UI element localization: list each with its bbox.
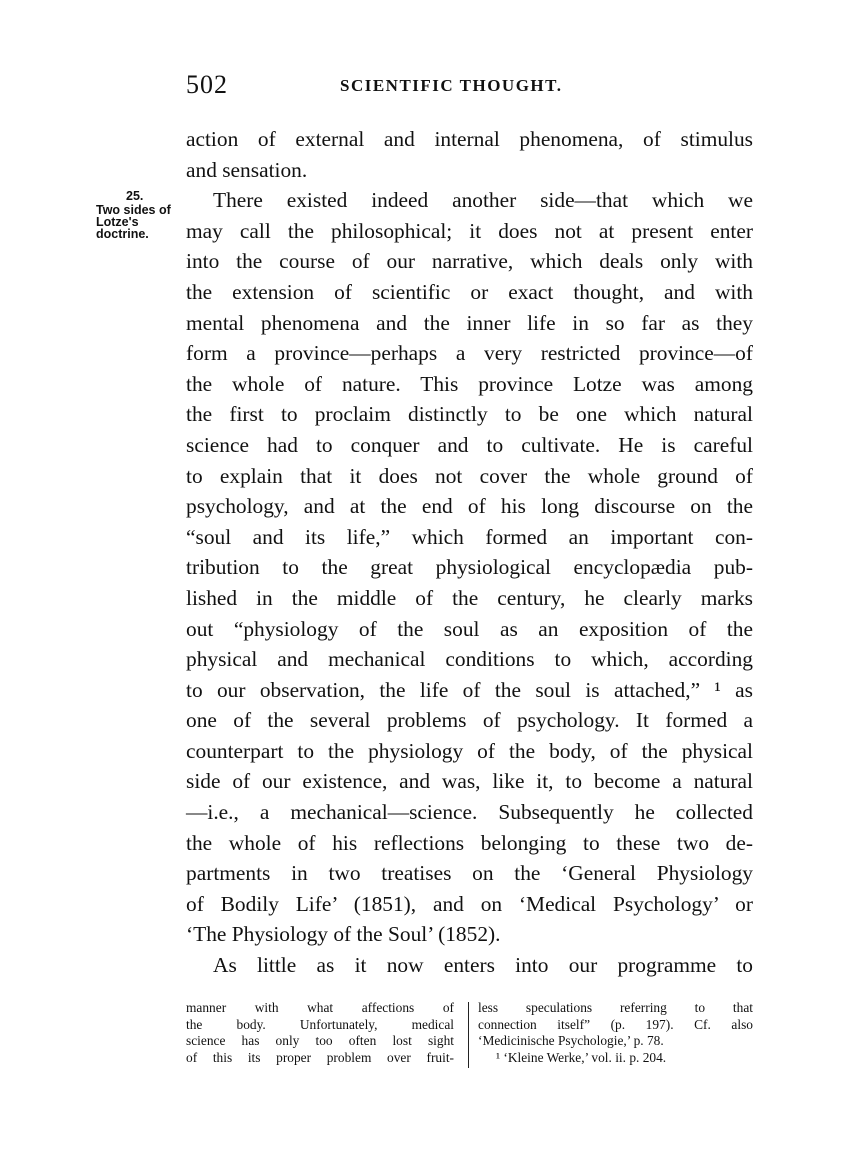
column-divider — [468, 1002, 469, 1068]
running-title: SCIENTIFIC THOUGHT. — [340, 76, 563, 95]
text-line: the whole of his reflections belonging to these two de- — [186, 830, 753, 855]
text-line: psychology, and at the end of his long discourse on the — [186, 494, 753, 519]
margin-note-line: doctrine. — [96, 227, 149, 241]
footnote-line: connection itself” (p. 197). Cf. also — [478, 1016, 753, 1032]
margin-note — [96, 190, 186, 240]
text-line: of Bodily Life’ (1851), and on ‘Medical Psychology’ or — [186, 891, 753, 916]
footnote-line: ‘Medicinische Psychologie,’ p. 78. — [478, 1033, 664, 1048]
text-line: lished in the middle of the century, he clearly marks — [186, 585, 753, 610]
text-line: counterpart to the physiology of the body, of the physical — [186, 738, 753, 763]
paragraph-start-line: There existed indeed another side—that which we — [213, 188, 753, 213]
margin-note-line: Two sides of — [96, 203, 171, 217]
text-line: partments in two treatises on the ‘General Physiology — [186, 861, 753, 886]
text-line: the extension of scientific or exact thought, and with — [186, 279, 753, 304]
text-line: form a province—perhaps a very restricted province—of — [186, 341, 753, 366]
text-line: tribution to the great physiological encyclopædia pub- — [186, 555, 753, 580]
text-line: —i.e., a mechanical—science. Subsequently he collected — [186, 800, 753, 825]
text-line: science had to conquer and to cultivate. He is careful — [186, 432, 753, 457]
text-line: “soul and its life,” which formed an important con- — [186, 524, 753, 549]
footnote-right-column — [478, 1000, 753, 1066]
section-number: 25. — [126, 189, 144, 203]
text-line: the whole of nature. This province Lotze was among — [186, 371, 753, 396]
margin-note-line: Lotze's — [96, 215, 139, 229]
text-line: physical and mechanical conditions to which, according — [186, 647, 753, 672]
footnote-left-column — [186, 1000, 454, 1066]
footnote-line: manner with what affections of — [186, 1000, 454, 1015]
footnote-1: ¹ ‘Kleine Werke,’ vol. ii. p. 204. — [496, 1049, 667, 1065]
text-line: action of external and internal phenomena, of stimulus — [186, 127, 753, 151]
body-text — [186, 124, 753, 981]
text-line: side of our existence, and was, like it, to become a natural — [186, 769, 753, 794]
footnote-line: less speculations referring to that — [478, 1000, 753, 1015]
text-line: to explain that it does not cover the whole ground of — [186, 463, 753, 488]
paragraph-start-line: As little as it now enters into our programme to — [213, 953, 753, 978]
text-line: into the course of our narrative, which deals only with — [186, 249, 753, 274]
text-line: and sensation. — [186, 157, 308, 182]
text-line: to our observation, the life of the soul is attached,” ¹ as — [186, 677, 753, 702]
footnote-line: the body. Unfortunately, medical — [186, 1016, 454, 1032]
text-line: the first to proclaim distinctly to be one which natural — [186, 402, 753, 427]
text-line: ‘The Physiology of the Soul’ (1852). — [186, 922, 501, 947]
text-line: mental phenomena and the inner life in so far as they — [186, 310, 753, 335]
footnote-line: science has only too often lost sight — [186, 1033, 454, 1048]
text-line: may call the philosophical; it does not at present enter — [186, 218, 753, 243]
footnote-line: of this its proper problem over fruit- — [186, 1049, 454, 1065]
page-number: 502 — [186, 70, 228, 99]
text-line: out “physiology of the soul as an exposition of the — [186, 616, 753, 641]
text-line: one of the several problems of psychology. It formed a — [186, 708, 753, 733]
